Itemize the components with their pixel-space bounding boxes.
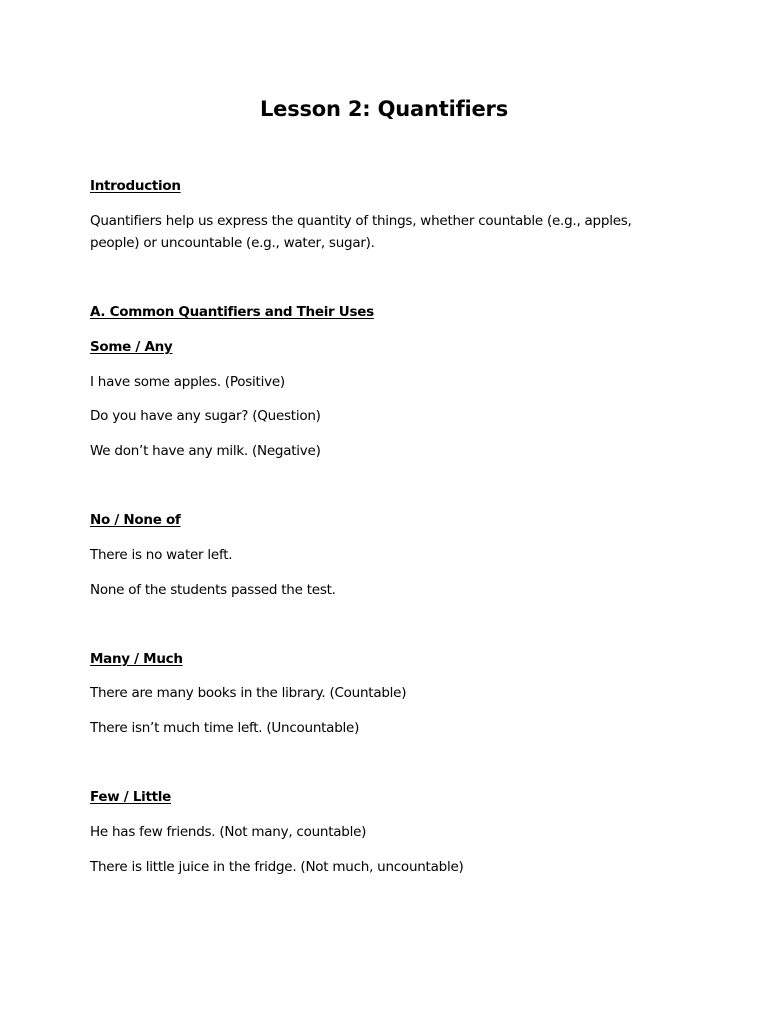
- example-sentence: There isn’t much time left. (Uncountable): [90, 720, 360, 736]
- example-sentence: There is little juice in the fridge. (Not much, uncountable): [90, 859, 464, 875]
- example-sentence: I have some apples. (Positive): [90, 374, 285, 390]
- example-sentence: Do you have any sugar? (Question): [90, 408, 321, 424]
- example-sentence: He has few friends. (Not many, countable): [90, 824, 367, 840]
- subheading-many-much: Many / Much: [90, 651, 183, 667]
- section-a-heading: A. Common Quantifiers and Their Uses: [90, 304, 374, 320]
- introduction-heading: Introduction: [90, 178, 181, 194]
- subheading-few-little: Few / Little: [90, 789, 171, 805]
- example-sentence: We don’t have any milk. (Negative): [90, 443, 321, 459]
- example-sentence: There are many books in the library. (Countable): [90, 685, 407, 701]
- subheading-no-none-of: No / None of: [90, 512, 181, 528]
- introduction-paragraph: Quantifiers help us express the quantity of things, whether countable (e.g., apples, people) or uncountable (e.g., water, sugar).: [90, 213, 632, 251]
- page-title: Lesson 2: Quantifiers: [259, 97, 509, 121]
- subheading-some-any: Some / Any: [90, 339, 173, 355]
- example-sentence: None of the students passed the test.: [90, 582, 336, 598]
- example-sentence: There is no water left.: [90, 547, 233, 563]
